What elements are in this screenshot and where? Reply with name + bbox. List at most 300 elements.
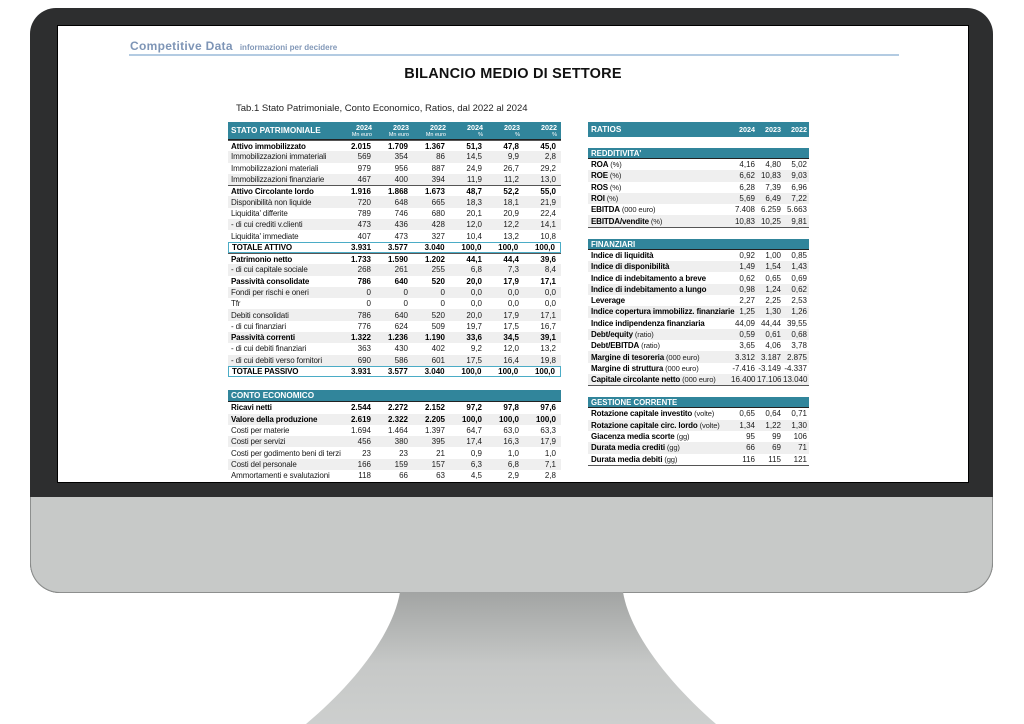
report-title: BILANCIO MEDIO DI SETTORE [404,66,622,82]
row-label-unit: (000 euro) [619,205,656,215]
cell-value: 1,30 [765,307,781,317]
row-label: Immobilizzazioni materiali [231,163,319,173]
cell-value: 640 [394,310,408,320]
row-label: Liquidita' immediate [231,231,299,241]
cell-value: 4,5 [470,471,482,481]
cell-value: 1,24 [765,284,781,294]
cell-value: 20,1 [466,208,482,218]
cell-value: 51,3 [466,141,482,151]
column-unit: % [515,132,520,138]
cell-value: 17,9 [503,276,519,286]
cell-value: 3,78 [791,341,807,351]
cell-value: 268 [357,265,371,275]
row-label-unit: (%) [648,216,663,226]
cell-value: 1,22 [765,420,781,430]
column-header [487,122,524,139]
cell-value: 0,64 [765,409,781,419]
section-header: FINANZIARI [588,239,809,250]
brand-tagline: informazioni per decidere [239,43,338,52]
row-label [588,341,731,350]
cell-value: 648 [394,197,408,207]
row-label-text: Leverage [591,296,625,306]
cell-value: 0 [440,299,445,309]
cell-value: 18,3 [466,197,482,207]
column-header [339,122,376,139]
row-label-unit: (gg) [674,432,690,442]
column-year: 2022 [541,123,557,132]
row-label: Ricavi netti [231,403,272,413]
cell-value: 789 [357,208,371,218]
ratios-section [588,239,809,387]
column-header [450,122,487,139]
cell-value: 1,0 [507,448,519,458]
table-row [228,174,561,185]
cell-value: 0,98 [739,284,755,294]
stato-patrimoniale-header [228,122,561,140]
ratios-sections [588,148,809,466]
cell-value: 0,69 [791,273,807,283]
cell-value: 520 [431,310,445,320]
cell-value: 786 [357,276,371,286]
row-label-text: Indice di indebitamento a breve [591,273,706,283]
table-row [588,170,809,181]
table-row [228,343,561,354]
cell-value: 10,83 [760,171,781,181]
cell-value: 7.408 [734,205,755,215]
section-rows [588,159,809,228]
table-row [228,309,561,320]
row-label: Costi del personale [231,459,297,469]
table-row [228,151,561,162]
row-label [588,217,731,226]
table-row [588,204,809,215]
row-label-text: Durata media debiti [591,454,663,464]
table-row [588,182,809,193]
ratios-header-cols [731,122,809,137]
row-label: Valore della produzione [231,414,318,424]
row-label: Costi per servizi [231,437,286,447]
cell-value: 63 [436,471,445,481]
cell-value: 14,5 [466,152,482,162]
cell-value: 1.709 [387,141,408,151]
cell-value: 1,26 [791,307,807,317]
cell-value: 430 [394,344,408,354]
row-label [588,285,731,294]
table-row [228,242,561,253]
column-header [376,122,413,139]
row-label [588,296,731,305]
column-year: 2024 [739,125,755,134]
cell-value: 2,9 [507,471,519,481]
cell-value: 3.931 [351,367,372,377]
cell-value: 106 [793,432,807,442]
column-unit: Mn euro [388,132,409,138]
row-label-unit: (gg) [664,443,680,453]
table-row [228,264,561,275]
monitor-stand [292,592,732,724]
column-year: 2023 [504,123,520,132]
cell-value: 6,8 [470,265,482,275]
column-year: 2024 [467,123,483,132]
cell-value: 4,06 [765,341,781,351]
cell-value: 20,9 [503,208,519,218]
row-label [588,160,731,169]
row-label [588,443,731,452]
table-title: STATO PATRIMONIALE [231,126,321,135]
cell-value: 19,8 [540,355,556,365]
cell-value: 690 [357,355,371,365]
column-unit: % [478,132,483,138]
cell-value: 11,2 [504,175,519,185]
row-label: Immobilizzazioni finanziarie [231,175,325,185]
cell-value: 1,34 [739,420,755,430]
cell-value: 44,4 [503,254,519,264]
cell-value: 69 [772,443,781,453]
row-label [588,262,731,271]
cell-value: 2,25 [765,296,781,306]
cell-value: 2.152 [424,403,445,413]
cell-value: 23 [362,448,371,458]
table-row [588,159,809,170]
cell-value: 26,7 [503,163,519,173]
table-row [588,250,809,261]
row-label: Ammortamenti e svalutazioni [231,471,330,481]
conto-economico-header: CONTO ECONOMICO [228,390,561,402]
row-label-unit: (000 euro) [680,375,716,385]
cell-value: 4,80 [765,160,781,170]
row-label: - di cui finanziari [231,321,286,331]
cell-value: 21,9 [540,197,556,207]
row-label: Passività consolidate [231,276,310,286]
column-year: 2023 [393,123,409,132]
cell-value: 12,0 [503,344,519,354]
cell-value: 979 [357,163,371,173]
column-year: 2024 [356,123,372,132]
cell-value: 2,53 [791,296,807,306]
cell-value: 4,16 [739,160,755,170]
cell-value: 0,0 [544,288,556,297]
table-row [588,454,809,465]
cell-value: 11,9 [467,175,482,185]
row-label: Immobilizzazioni immateriali [231,152,327,162]
cell-value: 956 [394,163,408,173]
cell-value: 12,0 [466,220,482,230]
stato-patrimoniale-body [228,140,561,377]
row-label: Tfr [231,299,241,309]
table-row [588,193,809,204]
table-row [588,374,809,385]
table-title: RATIOS [591,125,622,134]
row-label-text: Rotazione capitale circ. lordo [591,420,698,430]
cell-value: 6,96 [791,182,807,192]
table-row [228,436,561,447]
cell-value: 100,0 [498,242,519,252]
cell-value: 13.040 [783,375,808,385]
row-label-text: Indice di liquidità [591,250,654,260]
cell-value: 17,1 [540,276,556,286]
row-label: Debiti consolidati [231,310,289,320]
cell-value: 887 [431,163,445,173]
cell-value: 0,0 [470,288,482,297]
cell-value: 22,4 [540,208,556,218]
cell-value: 0,62 [791,284,807,294]
cell-value: 121 [793,454,807,464]
cell-value: 569 [357,152,371,162]
row-label [588,409,731,418]
cell-value: 436 [394,220,408,230]
cell-value: 47,8 [503,141,519,151]
cell-value: 407 [357,231,371,241]
cell-value: 13,0 [540,175,556,185]
row-label: TOTALE ATTIVO [232,242,292,252]
cell-value: 586 [394,355,408,365]
cell-value: 0,61 [765,330,781,339]
column-unit: % [552,132,557,138]
row-label [588,421,731,430]
cell-value: 1,43 [791,262,807,272]
row-label-text: ROA [591,160,609,170]
row-label [588,364,731,373]
cell-value: 509 [431,321,445,331]
cell-value: 157 [431,459,445,469]
cell-value: 34,5 [503,333,519,343]
cell-value: 18,1 [503,197,519,207]
row-label-unit: (%) [607,171,622,181]
row-label-text: Debt/equity [591,330,633,339]
row-label-text: Margine di struttura [591,363,664,373]
cell-value: 1,30 [791,420,807,430]
table-row [228,287,561,298]
cell-value: 1.694 [350,425,371,435]
cell-value: 7,39 [765,182,781,192]
cell-value: 2.272 [387,403,408,413]
row-label-unit: (%) [608,160,622,170]
cell-value: 0 [403,288,408,297]
cell-value: 1,54 [765,262,781,272]
cell-value: 380 [394,437,408,447]
table-row [228,321,561,332]
cell-value: 1,49 [739,262,755,272]
cell-value: 97,2 [466,403,482,413]
cell-value: 0,0 [507,288,519,297]
row-label-unit: (ratio) [632,330,654,339]
cell-value: 159 [394,459,408,469]
row-label-unit: (%) [604,194,619,204]
row-label [588,205,731,214]
cell-value: 456 [357,437,371,447]
row-label [588,432,731,441]
cell-value: -3.149 [758,363,781,373]
cell-value: 5,69 [739,194,755,204]
cell-value: 746 [394,208,408,218]
table-row [228,253,561,264]
cell-value: 39,6 [540,254,556,264]
cell-value: 428 [431,220,445,230]
row-label-text: ROI [591,194,605,204]
column-year: 2022 [791,125,807,134]
cell-value: 3.577 [387,367,408,377]
cell-value: 63,0 [503,425,519,435]
cell-value: 1.673 [424,186,445,196]
cell-value: 776 [357,321,371,331]
cell-value: 20,0 [466,276,482,286]
row-label: Attivo Circolante lordo [231,186,314,196]
cell-value: 100,0 [498,367,519,377]
table-row [588,261,809,272]
cell-value: 0,59 [739,330,755,339]
row-label: - di cui debiti verso fornitori [231,355,322,365]
cell-value: 7,22 [791,194,807,204]
table-row [228,332,561,343]
cell-value: 402 [431,344,445,354]
row-label: Disponibilità non liquide [231,197,312,207]
cell-value: 1.202 [424,254,445,264]
cell-value: 17,9 [503,310,519,320]
cell-value: 97,8 [503,403,519,413]
cell-value: 1.590 [387,254,408,264]
row-label-text: Rotazione capitale investito [591,409,693,419]
cell-value: 1.916 [350,186,371,196]
row-label [588,194,731,203]
cell-value: 0,71 [791,409,807,419]
row-label-text: Giacenza media scorte [591,432,675,442]
cell-value: 100,0 [461,242,482,252]
table-row [588,295,809,306]
cell-value: 44,44 [760,318,781,328]
cell-value: 1.733 [350,254,371,264]
cell-value: 9,03 [791,171,807,181]
cell-value: 3,65 [739,341,755,351]
row-label-unit: (%) [607,182,622,192]
cell-value: 6,3 [470,459,482,469]
row-label-unit: (volte) [692,409,715,419]
row-label-text: Capitale circolante netto [591,375,681,385]
cell-value: 0,65 [765,273,781,283]
cell-value: 363 [357,344,371,354]
cell-value: 0,68 [791,330,807,339]
cell-value: 2.015 [350,141,371,151]
cell-value: 5.663 [786,205,807,215]
cell-value: 116 [742,454,755,464]
column-unit: Mn euro [425,132,446,138]
cell-value: 6,8 [507,459,519,469]
row-label-text: Indice copertura immobilizz. finanziarie [591,307,735,317]
cell-value: 16,4 [503,355,519,365]
cell-value: 0,85 [791,250,807,260]
table-row [588,420,809,431]
cell-value: 2.619 [350,414,371,424]
cell-value: 601 [431,355,445,365]
table-row [588,408,809,419]
cell-value: 9,81 [791,216,807,226]
table-row [228,230,561,241]
table-row [588,351,809,362]
table-row [228,163,561,174]
row-label-unit: (000 euro) [663,363,699,373]
column-unit: Mn euro [351,132,372,138]
table-row [228,355,561,366]
row-label: Patrimonio netto [231,254,293,264]
cell-value: 118 [358,471,371,481]
cell-value: 17,5 [466,355,482,365]
cell-value: 17.106 [757,375,782,385]
cell-value: 17,5 [503,321,519,331]
table-row [228,447,561,458]
table-row [228,402,561,413]
row-label: Attivo immobilizzato [231,141,306,151]
cell-value: 720 [357,197,371,207]
cell-value: 23 [399,448,408,458]
row-label [588,171,731,180]
cell-value: 3.040 [424,367,445,377]
row-label-unit: (volte) [697,420,720,430]
stato-patrimoniale-table [228,122,561,481]
cell-value: 394 [431,175,445,185]
cell-value: 2,8 [544,471,556,481]
cell-value: 13,2 [540,344,556,354]
balance-header-cols [339,122,561,139]
cell-value: 0,92 [739,250,755,260]
cell-value: 1.236 [387,333,408,343]
cell-value: 6,28 [739,182,755,192]
cell-value: 2.322 [387,414,408,424]
cell-value: 64,7 [466,425,482,435]
brand-logo-text: Competitive Data [130,39,233,53]
cell-value: 115 [768,454,781,464]
cell-value: 45,0 [540,141,556,151]
cell-value: 21 [436,448,445,458]
cell-value: 2.875 [786,352,807,362]
cell-value: 100,0 [498,414,519,424]
cell-value: 1,25 [739,307,755,317]
cell-value: 33,6 [466,333,482,343]
cell-value: 17,4 [466,437,482,447]
row-label: - di cui debiti finanziari [231,344,307,354]
cell-value: 1.367 [424,141,445,151]
table-row [588,431,809,442]
cell-value: 12,2 [503,220,519,230]
cell-value: 0,65 [739,409,755,419]
cell-value: 10,8 [540,231,556,241]
cell-value: 624 [394,321,408,331]
cell-value: 3.577 [387,242,408,252]
cell-value: 100,0 [534,367,555,377]
cell-value: 3.312 [734,352,755,362]
cell-value: 1,0 [544,448,556,458]
table-row [588,306,809,317]
cell-value: 467 [357,175,371,185]
table-row [588,318,809,329]
cell-value: 29,2 [540,163,556,173]
column-header [524,122,561,139]
cell-value: 14,1 [540,220,556,230]
cell-value: 1.397 [424,425,445,435]
monitor-screen [57,25,969,483]
cell-value: 63,3 [540,425,556,435]
cell-value: 86 [436,152,445,162]
row-label [588,353,731,362]
cell-value: 0,9 [470,448,482,458]
cell-value: 680 [431,208,445,218]
row-label-text: ROS [591,182,608,192]
cell-value: 71 [798,443,807,453]
cell-value: 66 [399,471,408,481]
cell-value: 166 [357,459,371,469]
cell-value: 0 [366,288,371,297]
row-label: TOTALE PASSIVO [232,367,299,377]
ratios-header [588,122,809,137]
cell-value: 9,9 [507,152,519,162]
